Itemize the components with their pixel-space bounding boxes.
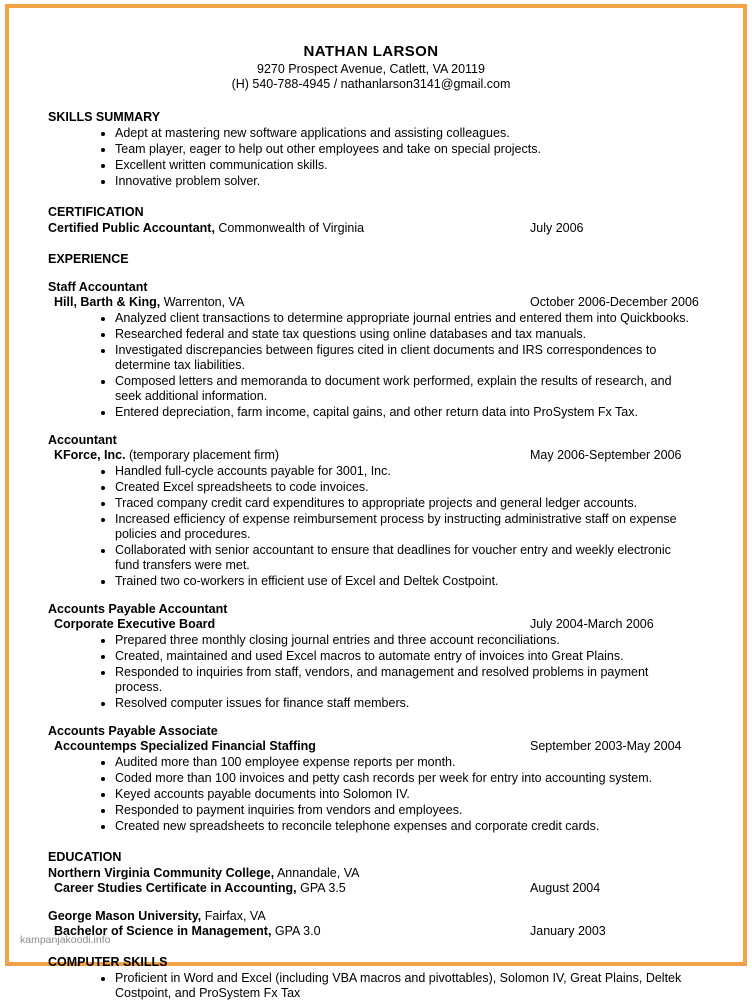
bullet-item: • Increased efficiency of expense reimbursement process by instructing administrative staff on expense policies and procedures. bbox=[115, 512, 694, 542]
job-block bbox=[48, 602, 694, 711]
experience-heading: EXPERIENCE bbox=[48, 252, 129, 266]
certification-title: Certified Public Accountant, bbox=[48, 221, 215, 235]
job-block bbox=[48, 433, 694, 589]
company-name: Hill, Barth & King, bbox=[54, 295, 161, 309]
bullet-item: • Team player, eager to help out other employees and take on special projects. bbox=[115, 142, 694, 157]
job-bullet-list bbox=[48, 755, 694, 834]
degree-name: Bachelor of Science in Management, bbox=[54, 924, 272, 938]
school-row bbox=[48, 866, 694, 881]
bullet-item: • Trained two co-workers in efficient use of Excel and Deltek Costpoint. bbox=[115, 574, 694, 589]
bullet-item: • Collaborated with senior accountant to ensure that deadlines for voucher entry and weekly electronic fund transfers were met. bbox=[115, 543, 694, 573]
bullet-item: • Adept at mastering new software applications and assisting colleagues. bbox=[115, 126, 694, 141]
bullet-item: • Created new spreadsheets to reconcile telephone expenses and corporate credit cards. bbox=[115, 819, 694, 834]
school-row bbox=[48, 909, 694, 924]
section-experience bbox=[48, 252, 699, 834]
bullet-item: • Responded to inquiries from staff, vendors, and management and resolved problems in payment process. bbox=[115, 665, 694, 695]
section-certification bbox=[48, 205, 694, 236]
bullet-item: • Created Excel spreadsheets to code invoices. bbox=[115, 480, 694, 495]
company-row bbox=[48, 739, 694, 754]
job-bullet-list bbox=[48, 633, 694, 711]
certification-heading: CERTIFICATION bbox=[48, 205, 144, 219]
education-heading: EDUCATION bbox=[48, 850, 122, 864]
education-date: August 2004 bbox=[530, 881, 601, 895]
bullet-item: • Composed letters and memoranda to document work performed, explain the results of research, and seek additional information. bbox=[115, 374, 694, 404]
bullet-item: • Created, maintained and used Excel macros to automate entry of invoices into Great Plains. bbox=[115, 649, 694, 664]
bullet-item: • Keyed accounts payable documents into Solomon IV. bbox=[115, 787, 694, 802]
bullet-item: • Excellent written communication skills. bbox=[115, 158, 694, 173]
company-name: KForce, Inc. bbox=[54, 448, 126, 462]
job-bullet-list bbox=[48, 464, 694, 589]
degree-row bbox=[48, 924, 694, 939]
degree-row bbox=[48, 881, 694, 896]
bullet-item: • Entered depreciation, farm income, capital gains, and other return data into ProSystem Fx Tax. bbox=[115, 405, 694, 420]
job-date: September 2003-May 2004 bbox=[530, 739, 682, 753]
job-date: October 2006-December 2006 bbox=[530, 295, 699, 309]
job-title: Accounts Payable Accountant bbox=[48, 602, 228, 616]
company-row bbox=[48, 295, 699, 310]
degree-detail: GPA 3.5 bbox=[296, 881, 346, 895]
skills-bullet-list bbox=[48, 126, 694, 189]
bullet-item: • Traced company credit card expenditures to appropriate projects and general ledger accounts. bbox=[115, 496, 694, 511]
education-entry bbox=[48, 909, 694, 939]
company-name: Accountemps Specialized Financial Staffing bbox=[54, 739, 316, 753]
bullet-item: • Prepared three monthly closing journal entries and three account reconciliations. bbox=[115, 633, 694, 648]
bullet-item: • Investigated discrepancies between figures cited in client documents and IRS correspondences to determine tax liabilities. bbox=[115, 343, 694, 373]
school-name: Northern Virginia Community College, bbox=[48, 866, 275, 880]
job-block bbox=[48, 724, 694, 834]
address-line: 9270 Prospect Avenue, Catlett, VA 20119 bbox=[257, 62, 485, 76]
school-name: George Mason University, bbox=[48, 909, 202, 923]
bullet-item: • Coded more than 100 invoices and petty cash records per week for entry into accounting system. bbox=[115, 771, 694, 786]
bullet-item: • Innovative problem solver. bbox=[115, 174, 694, 189]
company-location: Warrenton, VA bbox=[160, 295, 245, 309]
job-date: July 2004-March 2006 bbox=[530, 617, 654, 631]
certification-detail: Commonwealth of Virginia bbox=[214, 221, 365, 235]
job-title: Staff Accountant bbox=[48, 280, 148, 294]
bullet-item: • Researched federal and state tax questions using online databases and tax manuals. bbox=[115, 327, 694, 342]
bullet-item: • Analyzed client transactions to determine appropriate journal entries and entered them into Quickbooks. bbox=[115, 311, 694, 326]
section-computer-skills bbox=[48, 955, 694, 1001]
bullet-item: • Audited more than 100 employee expense reports per month. bbox=[115, 755, 694, 770]
computer-skills-bullet-list bbox=[48, 971, 694, 1001]
school-location: Annandale, VA bbox=[274, 866, 360, 880]
person-name: NATHAN LARSON bbox=[303, 43, 439, 60]
company-row bbox=[48, 617, 694, 632]
education-date: January 2003 bbox=[530, 924, 606, 938]
computer-skills-heading: COMPUTER SKILLS bbox=[48, 955, 168, 969]
job-date: May 2006-September 2006 bbox=[530, 448, 682, 462]
section-education bbox=[48, 850, 694, 939]
job-title: Accounts Payable Associate bbox=[48, 724, 218, 738]
phone-email-line: (H) 540-788-4945 / nathanlarson3141@gmail.com bbox=[231, 77, 511, 91]
section-skills-summary bbox=[48, 110, 694, 189]
watermark: kampanjakoodi.info bbox=[20, 934, 111, 946]
certification-row bbox=[48, 221, 694, 236]
school-location: Fairfax, VA bbox=[201, 909, 266, 923]
job-block bbox=[48, 280, 699, 420]
skills-heading: SKILLS SUMMARY bbox=[48, 110, 161, 124]
education-entry bbox=[48, 866, 694, 896]
degree-detail: GPA 3.0 bbox=[271, 924, 321, 938]
company-name: Corporate Executive Board bbox=[54, 617, 216, 631]
job-title: Accountant bbox=[48, 433, 117, 447]
company-row bbox=[48, 448, 694, 463]
bullet-item: • Proficient in Word and Excel (including VBA macros and pivottables), Solomon IV, Great Plains, Deltek Costpoint, and ProSystem Fx Tax bbox=[115, 971, 694, 1001]
header-block bbox=[48, 44, 694, 92]
bullet-item: • Responded to payment inquiries from vendors and employees. bbox=[115, 803, 694, 818]
bullet-item: • Handled full-cycle accounts payable for 3001, Inc. bbox=[115, 464, 694, 479]
bullet-item: • Resolved computer issues for finance staff members. bbox=[115, 696, 694, 711]
degree-name: Career Studies Certificate in Accounting, bbox=[54, 881, 297, 895]
company-location: (temporary placement firm) bbox=[125, 448, 280, 462]
job-bullet-list bbox=[48, 311, 694, 420]
certification-date: July 2006 bbox=[530, 221, 584, 235]
